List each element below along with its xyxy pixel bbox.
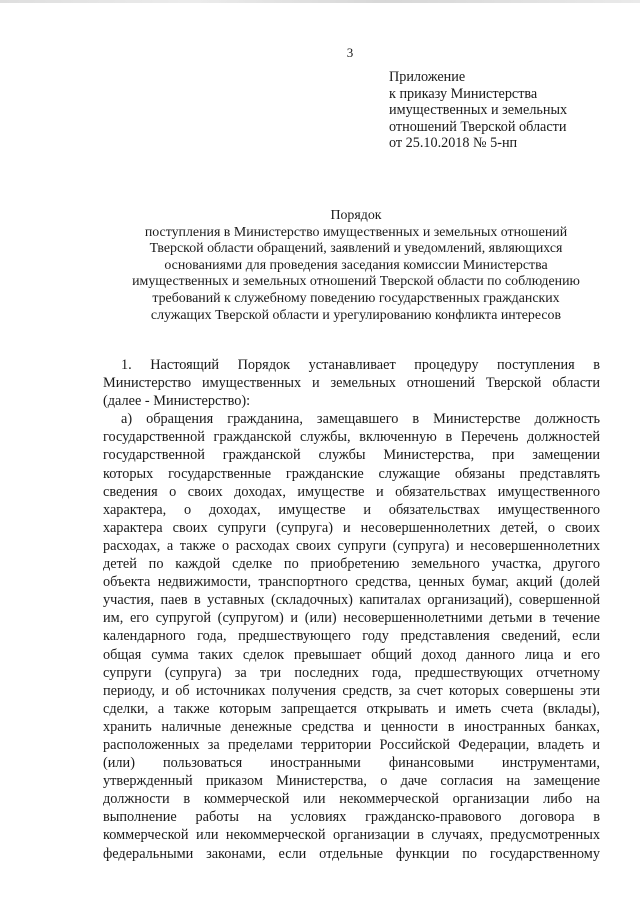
title-line: служащих Тверской области и урегулированию конфликта интересов <box>150 307 562 323</box>
text-line: объекта недвижимости, транспортного средства, ценных бумаг, акций (долей <box>103 574 600 591</box>
text-line: утвержденный приказом Министерства, о даче согласия на замещение <box>103 773 600 790</box>
text-line: участия, паев в уставных (складочных) капиталах организаций), совершенной <box>103 592 600 609</box>
appendix-block <box>389 69 629 152</box>
title-line: имущественных и земельных отношений Тверской области по соблюдению <box>132 274 580 290</box>
text-line: коммерческой или некоммерческой организации в случаях, предусмотренных <box>103 827 600 844</box>
text-line: характера своих супруги (супруга) и несовершеннолетних детей, о своих <box>103 519 600 536</box>
paragraph-1 <box>103 356 600 410</box>
text-line: сведения о своих доходах, имуществе и обязательствах имущественного <box>103 483 600 500</box>
text-line: государственной гражданской службы, включенную в Перечень должностей <box>103 429 600 446</box>
title-line: основаниями для проведения заседания комиссии Министерства <box>164 257 548 273</box>
text-line: общая сумма таких сделок превышает общий доход данного лица и его <box>103 646 600 663</box>
document-title <box>96 208 616 324</box>
title-line: требований к служебному поведению государственных гражданских <box>152 290 560 306</box>
text-line: должности в коммерческой или некоммерческой организации либо на <box>103 791 600 808</box>
appendix-line: Приложение <box>389 69 466 85</box>
page-number: 3 <box>346 45 354 60</box>
appendix-line: отношений Тверской области <box>389 118 567 135</box>
text-line: периоду, и об источниках получения средств, за счет которых совершены эти <box>103 682 600 699</box>
text-line: Министерство имущественных и земельных отношений Тверской области <box>103 375 600 392</box>
text-line: детей по каждой сделке по приобретению земельного участка, другого <box>103 556 600 573</box>
text-line: федеральными законами, если отдельные функции по государственному <box>103 845 600 862</box>
scan-artifact-top <box>0 0 640 3</box>
text-line: 1. Настоящий Порядок устанавливает процедуру поступления в <box>121 357 600 373</box>
text-line: (далее - Министерство): <box>103 393 251 410</box>
paragraph-a <box>103 410 600 862</box>
appendix-line: имущественных и земельных <box>389 102 568 119</box>
text-line: а) обращения гражданина, замещавшего в Министерстве должность <box>121 411 600 428</box>
text-line: характера, о доходах, имуществе и обязательствах имущественного <box>103 501 600 518</box>
text-line: которых государственные гражданские служащие обязаны представлять <box>103 465 600 482</box>
title-heading: Порядок <box>330 208 382 223</box>
text-line: супруги (супруга) за три последних года, предшествующих отчетному <box>103 664 600 681</box>
text-line: сделки, а также которым запрещается открывать и иметь счета (вклады), <box>103 700 600 717</box>
text-line: им, его супругой (супругом) и (или) несовершеннолетними детьми в течение <box>103 610 600 627</box>
text-line: календарного года, предшествующего году представления сведений, если <box>103 628 600 645</box>
appendix-line: от 25.10.2018 № 5-нп <box>389 135 518 152</box>
title-line: поступления в Министерство имущественных и земельных отношений <box>144 224 568 240</box>
appendix-line: к приказу Министерства <box>389 85 538 102</box>
text-line: выполнение работы на условиях гражданско-правового договора в <box>103 809 600 826</box>
document-body <box>103 356 600 863</box>
text-line: (или) пользоваться иностранными финансовыми инструментами, <box>103 755 600 772</box>
text-line: расходах, а также о расходах своих супруги (супруга) и несовершеннолетних <box>103 537 600 554</box>
title-line: Тверской области обращений, заявлений и уведомлений, являющихся <box>149 241 563 257</box>
text-line: расположенных за пределами территории Российской Федерации, владеть и <box>103 736 600 753</box>
text-line: хранить наличные денежные средства и ценности в иностранных банках, <box>103 718 600 735</box>
text-line: государственной гражданской службы Министерства, при замещении <box>103 447 600 464</box>
